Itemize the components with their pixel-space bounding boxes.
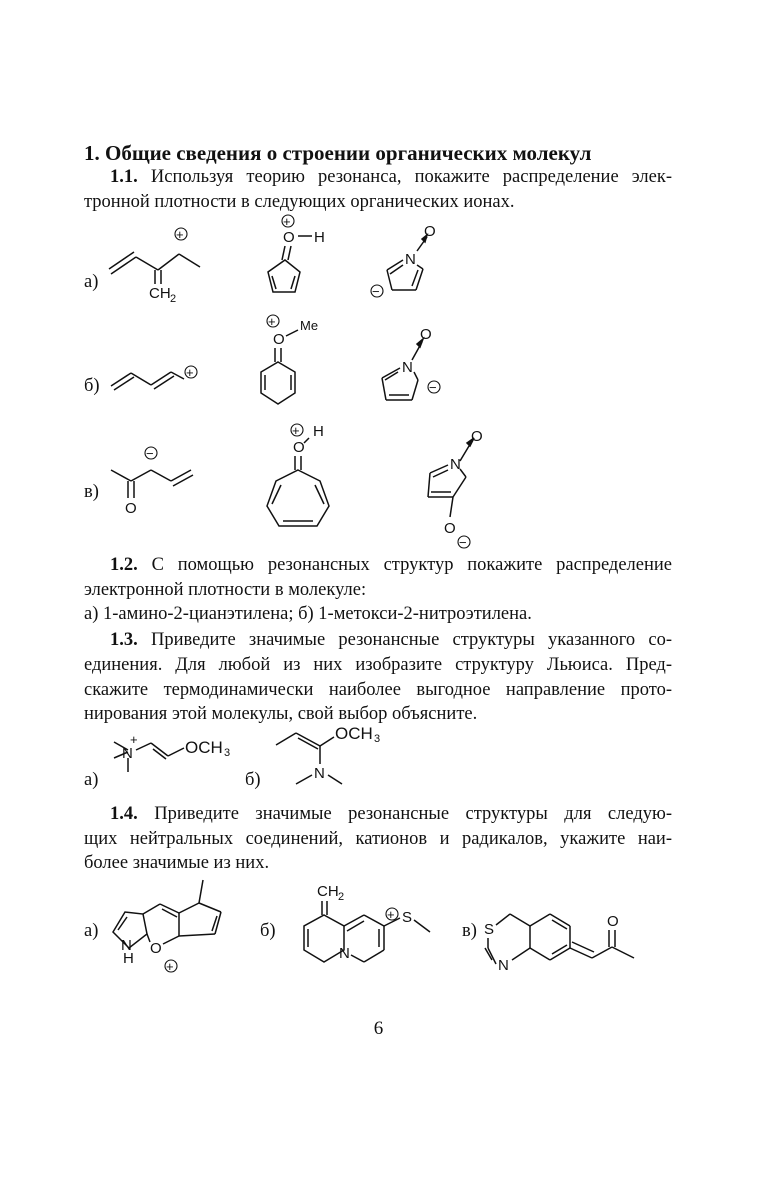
label-b: б) — [260, 921, 276, 941]
svg-text:O: O — [150, 940, 162, 957]
label-a: а) — [84, 921, 99, 941]
svg-text:O: O — [420, 326, 432, 343]
svg-text:O: O — [283, 229, 295, 246]
svg-text:N: N — [405, 251, 416, 268]
svg-text:3: 3 — [224, 747, 231, 759]
svg-text:CH: CH — [317, 883, 339, 900]
svg-text:2: 2 — [338, 891, 345, 903]
svg-text:O: O — [293, 439, 305, 456]
task-1-4-line-3: более значимые из них. — [84, 853, 270, 873]
label-a: а) — [84, 272, 99, 292]
pyrrole-n-oxide-enolate — [408, 425, 503, 550]
svg-text:+: + — [268, 314, 276, 329]
svg-text:O: O — [424, 223, 436, 240]
task-1-1-line-1: 1.1. Используя теорию резонанса, покажите распределение элек- — [110, 167, 672, 187]
svg-text:H: H — [314, 229, 325, 246]
quinolizinium-thioether — [290, 880, 450, 990]
svg-text:O: O — [273, 331, 285, 348]
svg-text:OCH: OCH — [185, 738, 223, 757]
svg-text:−: − — [459, 535, 467, 550]
label-v: в) — [84, 482, 99, 502]
svg-text:N: N — [450, 456, 461, 473]
ammonium-enol-ether — [106, 728, 256, 783]
task-number: 1.2. — [110, 555, 138, 575]
svg-text:N: N — [122, 745, 133, 762]
svg-text:+: + — [283, 214, 291, 229]
svg-text:+: + — [186, 365, 194, 380]
task-1-3-line-4: нирования этой молекулы, свой выбор объясните. — [84, 704, 478, 724]
task-1-2-line-2: электронной плотности в молекуле: — [84, 580, 367, 600]
task-1-1-line-2: тронной плотности в следующих органических ионах. — [84, 192, 515, 212]
svg-text:H: H — [123, 950, 134, 967]
svg-text:N: N — [498, 957, 509, 974]
svg-text:S: S — [484, 921, 495, 938]
label-b: б) — [84, 376, 100, 396]
svg-text:N: N — [121, 937, 132, 954]
svg-text:N: N — [339, 945, 350, 962]
svg-text:N: N — [402, 359, 413, 376]
svg-text:+: + — [166, 959, 174, 974]
svg-text:+: + — [176, 227, 184, 242]
page-number: 6 — [373, 1018, 384, 1039]
svg-text:Me: Me — [300, 318, 319, 333]
task-1-3-line-1: 1.3. Приведите значимые резонансные структуры указанного со- — [110, 630, 672, 650]
svg-text:−: − — [372, 284, 380, 299]
svg-text:CH: CH — [149, 285, 171, 302]
svg-text:OCH: OCH — [335, 724, 373, 743]
svg-text:H: H — [313, 423, 324, 440]
task-1-4-line-1: 1.4. Приведите значимые резонансные структуры для следую- — [110, 804, 672, 824]
task-number: 1.4. — [110, 804, 138, 824]
task-1-2-line-1: 1.2. С помощью резонансных структур покажите распределение — [110, 555, 672, 575]
pyrrole-n-oxide-anion-a — [365, 222, 450, 307]
section-title: 1. Общие сведения о строении органических молекул — [84, 141, 592, 165]
svg-text:N: N — [314, 765, 325, 782]
label-a: а) — [84, 770, 99, 790]
svg-text:−: − — [429, 380, 437, 395]
pyrrole-n-oxide-anion-b — [370, 320, 455, 415]
svg-text:3: 3 — [374, 733, 381, 745]
benzothiazine-enone — [480, 900, 660, 990]
svg-text:+: + — [292, 423, 300, 438]
protonated-cyclopentadienone — [258, 212, 348, 307]
allyl-cation-diene — [106, 222, 216, 305]
svg-text:S: S — [402, 909, 413, 926]
task-number: 1.3. — [110, 630, 138, 650]
aminoenol-ether — [270, 720, 400, 790]
protonated-tropone — [255, 418, 365, 538]
svg-text:O: O — [471, 428, 483, 445]
task-1-3-line-3: скажите термодинамически наиболее выгодное направление прото- — [84, 680, 672, 700]
tricyclic-pyrylium-cation — [103, 870, 243, 985]
svg-text:O: O — [607, 913, 619, 930]
task-number: 1.1. — [110, 167, 138, 187]
svg-text:+: + — [130, 732, 138, 747]
methoxy-oxocarbenium-cyclohexadiene — [248, 312, 348, 412]
task-1-4-line-2: щих нейтральных соединений, катионов и радикалов, укажите наи- — [84, 829, 672, 849]
enolate-ketone — [106, 443, 216, 518]
svg-text:+: + — [387, 907, 395, 922]
pentadienyl-cation — [106, 358, 206, 398]
svg-text:O: O — [444, 520, 456, 537]
svg-text:2: 2 — [170, 293, 177, 305]
task-1-3-line-2: единения. Для любой из них изобразите структуру Льюиса. Пред- — [84, 655, 672, 675]
label-v: в) — [462, 921, 477, 941]
svg-text:O: O — [125, 500, 137, 517]
label-b: б) — [245, 770, 261, 790]
task-1-2-line-3: а) 1-амино-2-цианэтилена; б) 1-метокси-2-нитроэтилена. — [84, 604, 532, 624]
svg-text:−: − — [146, 446, 154, 461]
